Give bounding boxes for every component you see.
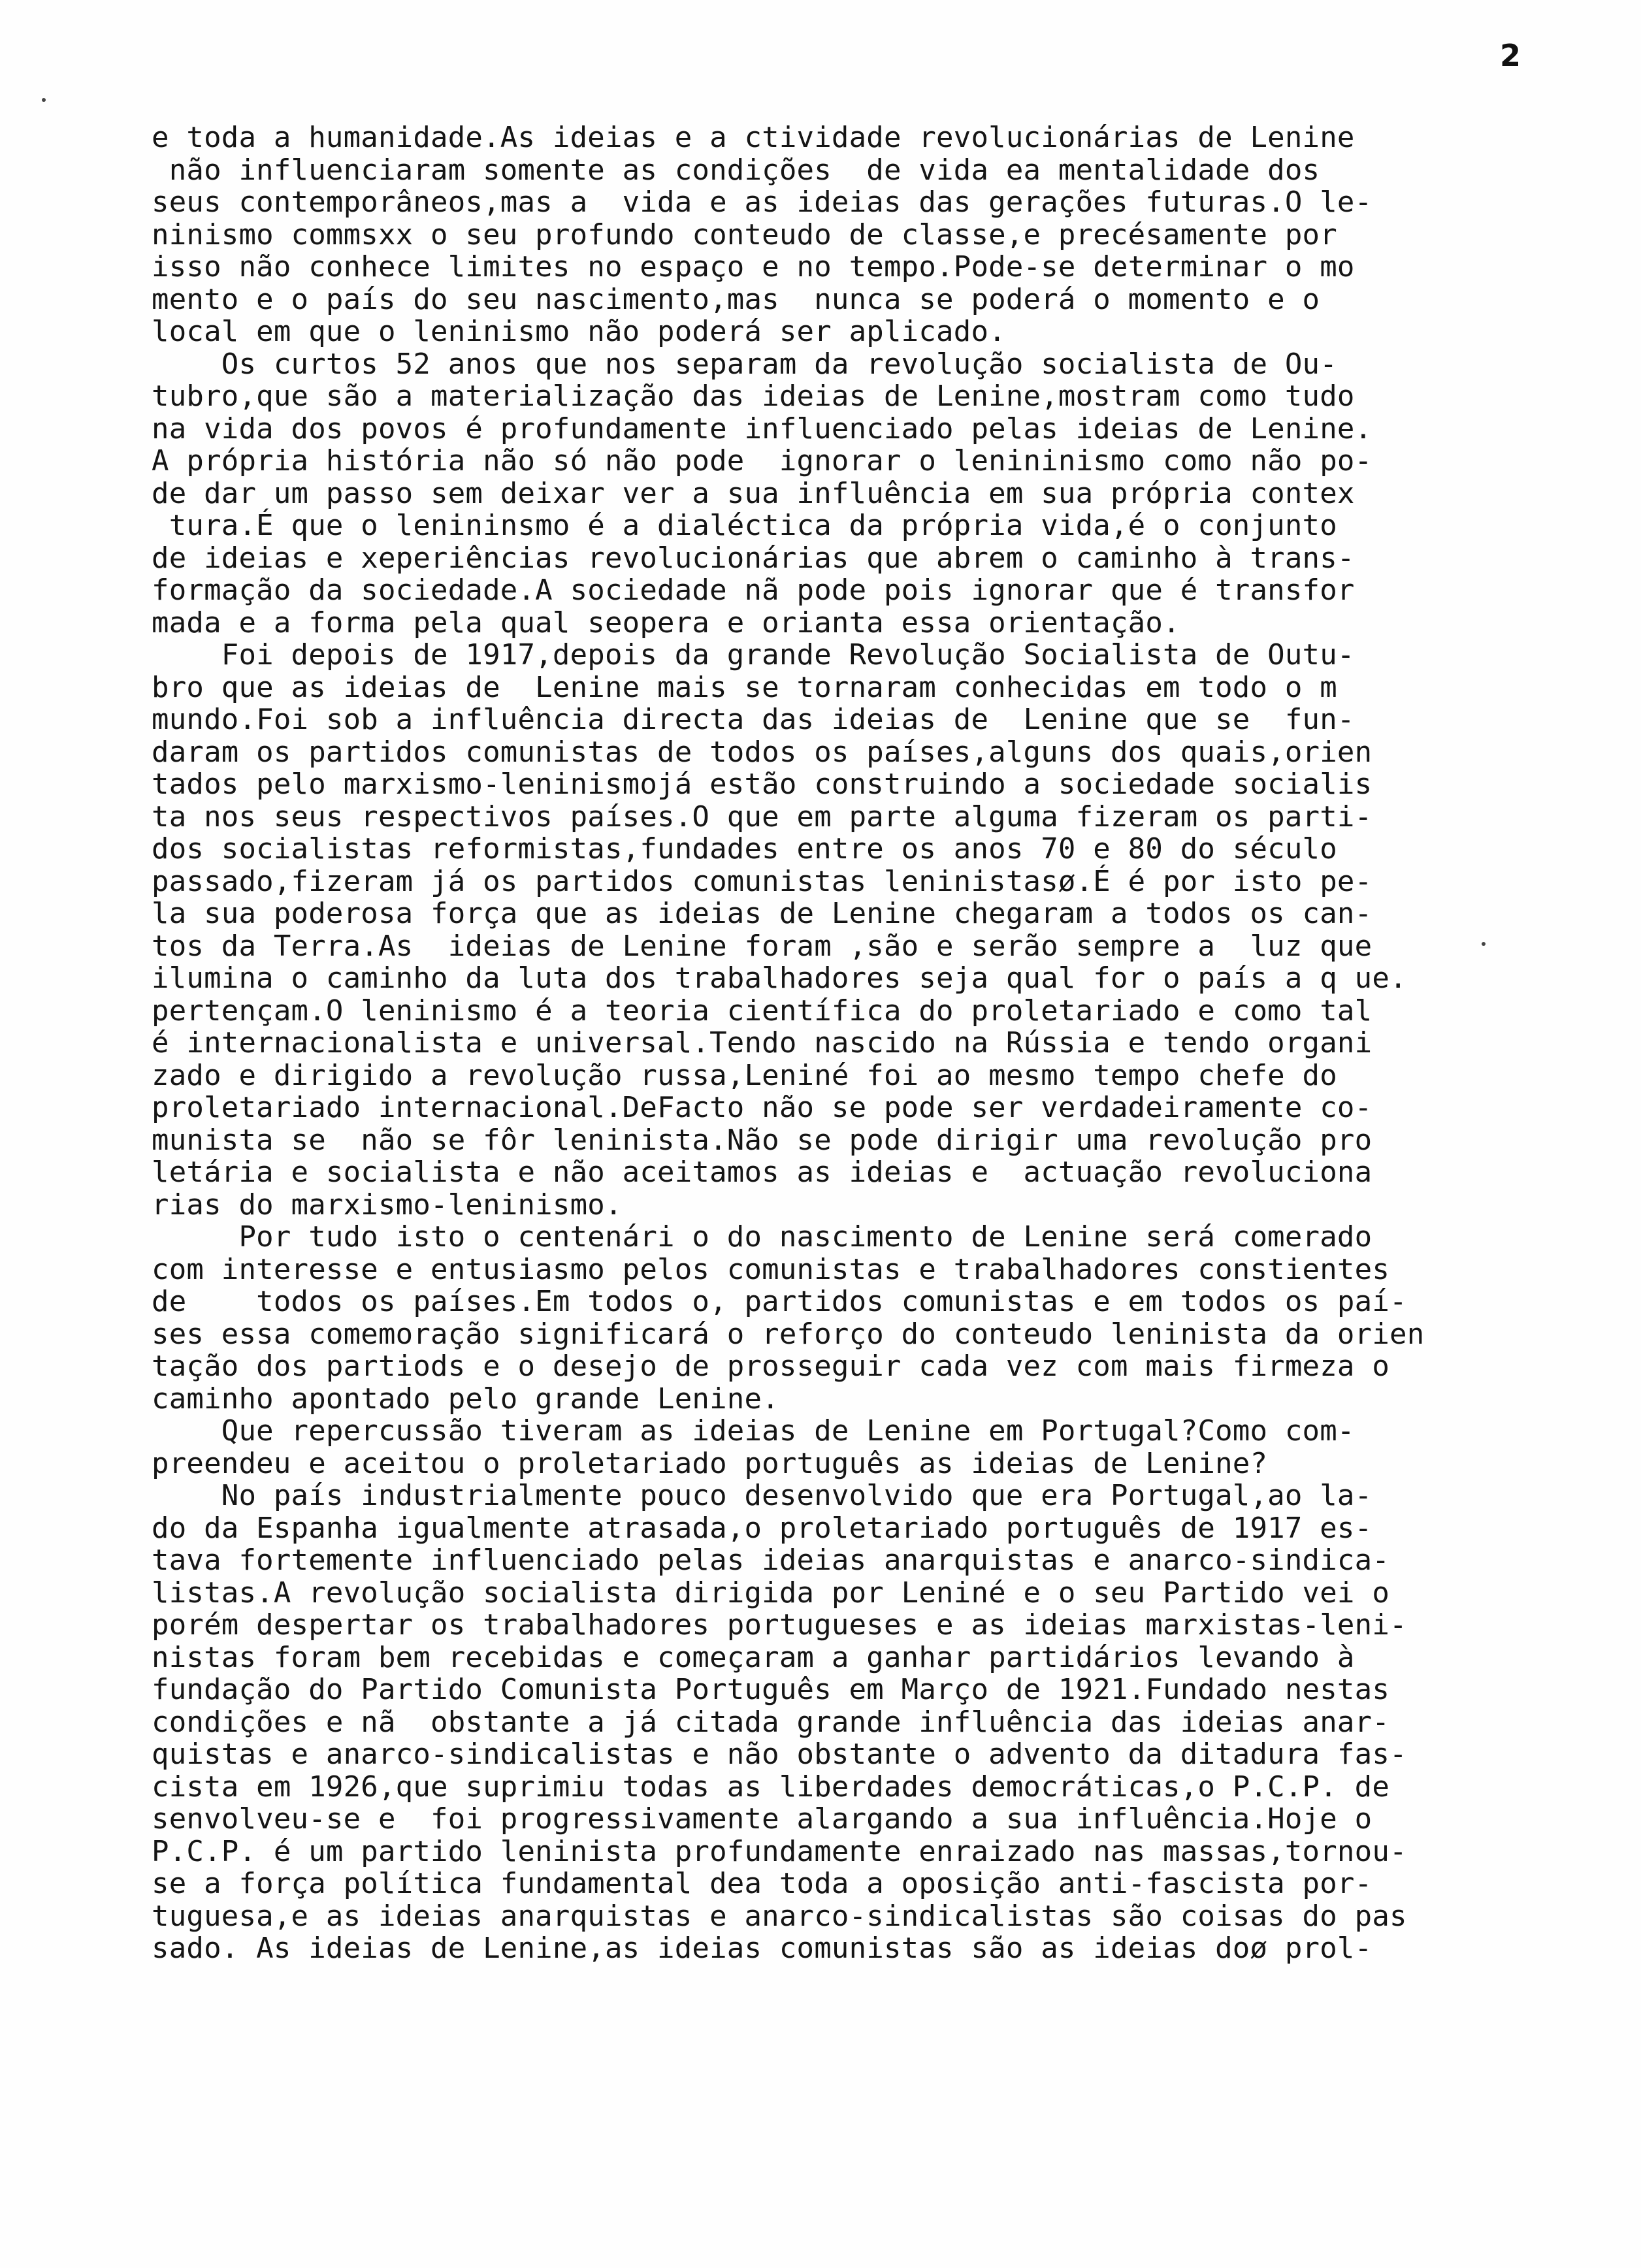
text-line: daram os partidos comunistas de todos os países,alguns dos quais,orien <box>152 735 1373 769</box>
text-line: na vida dos povos é profundamente influenciado pelas ideias de Lenine. <box>152 412 1373 446</box>
text-line: mada e a forma pela qual seopera e orianta essa orientação. <box>152 606 1180 640</box>
text-line: rias do marxismo-leninismo. <box>152 1188 623 1222</box>
text-line: bro que as ideias de Lenine mais se tornaram conhecidas em todo o m <box>152 670 1337 704</box>
text-line: listas.A revolução socialista dirigida por Leniné e o seu Partido vei o <box>152 1576 1390 1610</box>
text-line: do da Espanha igualmente atrasada,o proletariado português de 1917 es- <box>152 1511 1373 1545</box>
text-line: é internacionalista e universal.Tendo nascido na Rússia e tendo organi <box>152 1026 1373 1060</box>
text-line: proletariado internacional.DeFacto não se pode ser verdadeiramente co- <box>152 1091 1373 1124</box>
text-line: de todos os países.Em todos o, partidos comunistas e em todos os paí- <box>152 1285 1407 1318</box>
text-line: formação da sociedade.A sociedade nã pode pois ignorar que é transfor <box>152 574 1355 607</box>
text-line: seus contemporâneos,mas a vida e as ideias das gerações futuras.O le- <box>152 186 1373 219</box>
text-line: mento e o país do seu nascimento,mas nunca se poderá o momento e o <box>152 282 1320 316</box>
text-line: com interesse e entusiasmo pelos comunistas e trabalhadores constientes <box>152 1252 1390 1286</box>
text-line: ilumina o caminho da luta dos trabalhadores seja qual for o país a q ue. <box>152 962 1407 995</box>
text-line: não influenciaram somente as condições de vida ea mentalidade dos <box>152 153 1320 187</box>
text-line: la sua poderosa força que as ideias de Lenine chegaram a todos os can- <box>152 897 1373 930</box>
text-line: pertençam.O leninismo é a teoria científica do proletariado e como tal <box>152 994 1373 1028</box>
text-line: quistas e anarco-sindicalistas e não obstante o advento da ditadura fas- <box>152 1738 1407 1771</box>
text-line: porém despertar os trabalhadores portugueses e as ideias marxistas-leni- <box>152 1608 1407 1642</box>
text-line: Os curtos 52 anos que nos separam da revolução socialista de Ou- <box>152 347 1337 381</box>
text-line: Por tudo isto o centenári o do nascimento de Lenine será comerado <box>152 1220 1373 1254</box>
text-line: senvolveu-se e foi progressivamente alargando a sua influência.Hoje o <box>152 1802 1373 1836</box>
margin-speck <box>42 98 46 102</box>
text-line: tação dos partiods e o desejo de prosseguir cada vez com mais firmeza o <box>152 1350 1390 1383</box>
text-line: fundação do Partido Comunista Português em Março de 1921.Fundado nestas <box>152 1673 1390 1706</box>
text-line: caminho apontado pelo grande Lenine. <box>152 1382 779 1416</box>
text-line: tuguesa,e as ideias anarquistas e anarco-sindicalistas são coisas do pas <box>152 1899 1407 1933</box>
text-line: letária e socialista e não aceitamos as ideias e actuação revoluciona <box>152 1156 1373 1189</box>
text-line: tubro,que são a materialização das ideias de Lenine,mostram como tudo <box>152 380 1355 413</box>
text-line: nistas foram bem recebidas e começaram a ganhar partidários levando à <box>152 1640 1355 1674</box>
text-line: cista em 1926,que suprimiu todas as liberdades democráticas,o P.C.P. de <box>152 1770 1390 1804</box>
text-line: munista se não se fôr leninista.Não se pode dirigir uma revolução pro <box>152 1123 1373 1157</box>
text-line: e toda a humanidade.As ideias e a ctividade revolucionárias de Lenine <box>152 121 1355 154</box>
text-line: P.C.P. é um partido leninista profundamente enraizado nas massas,tornou- <box>152 1834 1407 1868</box>
text-line: condições e nã obstante a já citada grande influência das ideias anar- <box>152 1705 1390 1739</box>
text-line: de dar um passo sem deixar ver a sua influência em sua própria contex <box>152 476 1355 510</box>
text-line: ninismo commsxx o seu profundo conteudo de classe,e precésamente por <box>152 218 1337 251</box>
text-line: tados pelo marxismo-leninismojá estão construindo a sociedade socialis <box>152 768 1373 801</box>
text-line: passado,fizeram já os partidos comunistas leninistasø.É é por isto pe- <box>152 864 1373 898</box>
text-line: se a força política fundamental dea toda a oposição anti-fascista por- <box>152 1867 1373 1900</box>
text-line: ses essa comemoração significará o reforço do conteudo leninista da orien <box>152 1317 1425 1351</box>
text-line: tos da Terra.As ideias de Lenine foram ,são e serão sempre a luz que <box>152 929 1373 963</box>
text-line: isso não conhece limites no espaço e no tempo.Pode-se determinar o mo <box>152 250 1355 284</box>
text-line: mundo.Foi sob a influência directa das ideias de Lenine que se fun- <box>152 703 1355 736</box>
text-line: tava fortemente influenciado pelas ideias anarquistas e anarco-sindica- <box>152 1544 1390 1577</box>
typewritten-body <box>152 122 1608 1965</box>
text-line: ta nos seus respectivos países.O que em parte alguma fizeram os parti- <box>152 800 1373 834</box>
text-line: dos socialistas reformistas,fundades entre os anos 70 e 80 do século <box>152 832 1337 866</box>
text-line: sado. As ideias de Lenine,as ideias comunistas são as ideias doø prol- <box>152 1932 1373 1965</box>
text-line: No país industrialmente pouco desenvolvido que era Portugal,ao la- <box>152 1479 1373 1512</box>
text-line: zado e dirigido a revolução russa,Leniné foi ao mesmo tempo chefe do <box>152 1058 1337 1092</box>
text-line: Foi depois de 1917,depois da grande Revolução Socialista de Outu- <box>152 638 1355 672</box>
text-line: preendeu e aceitou o proletariado português as ideias de Lenine? <box>152 1446 1268 1480</box>
text-line: Que repercussão tiveram as ideias de Lenine em Portugal?Como com- <box>152 1414 1355 1448</box>
page-number: 2 <box>1500 38 1521 73</box>
text-line: tura.É que o lenininsmo é a dialéctica da própria vida,é o conjunto <box>152 509 1337 542</box>
text-line: A própria história não só não pode ignorar o lenininismo como não po- <box>152 444 1373 478</box>
text-line: de ideias e xeperiências revolucionárias que abrem o caminho à trans- <box>152 541 1355 575</box>
text-line: local em que o leninismo não poderá ser aplicado. <box>152 315 1006 348</box>
